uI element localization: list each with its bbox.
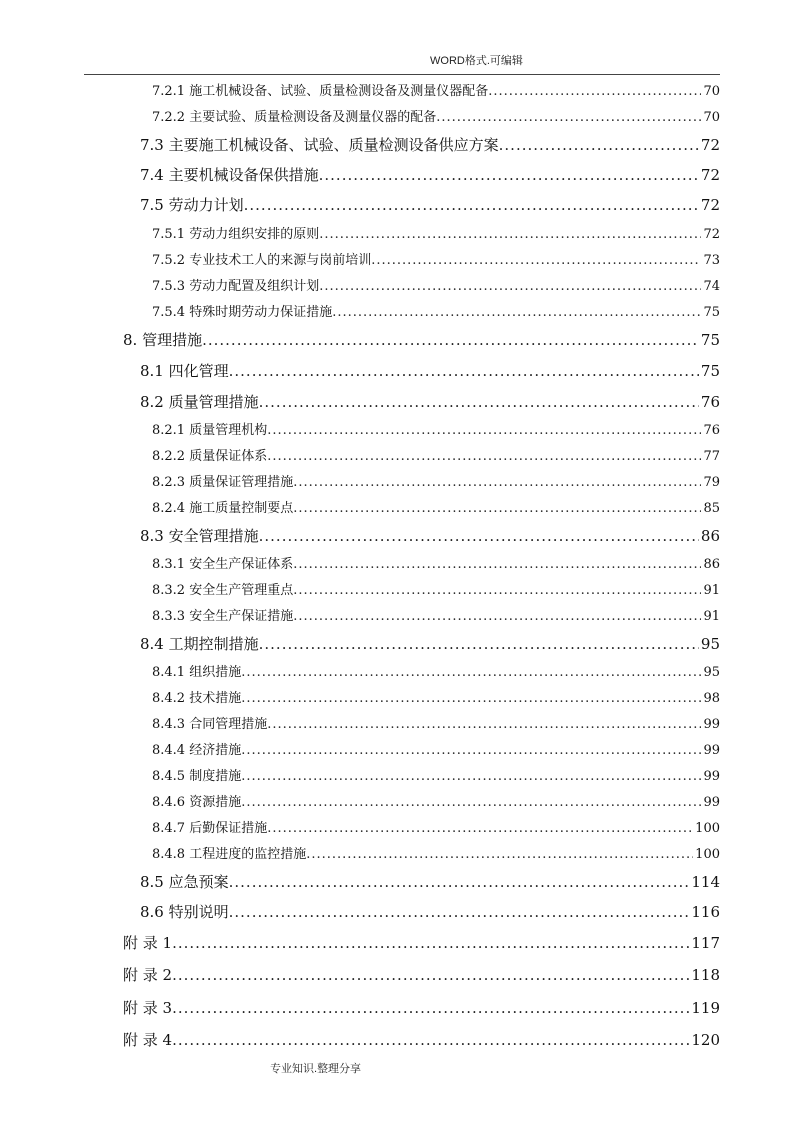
toc-entry-label: 8.3.1 安全生产保证体系 [152,557,294,572]
toc-page-number: 99 [703,795,720,810]
toc-entry-label: 8.4.6 资源措施 [152,795,242,810]
toc-page-number: 119 [691,999,720,1017]
toc-entry-label: 8.2 质量管理措施 [140,393,259,411]
toc-dot-leader [319,227,701,242]
toc-page-number: 120 [691,1031,720,1049]
toc-entry-label: 7.2.1 施工机械设备、试验、质量检测设备及测量仪器配备 [152,84,489,99]
toc-entry-label: 8.2.3 质量保证管理措施 [152,475,294,490]
toc-dot-leader [267,423,701,438]
toc-dot-leader [293,583,701,598]
toc-page-number: 72 [703,227,720,242]
toc-entry-label: 8.6 特别说明 [140,903,229,921]
toc-dot-leader [371,253,701,268]
toc-page-number: 91 [703,609,720,624]
header-rule [84,74,720,75]
toc-entry-7-5-4[interactable] [152,301,720,320]
toc-dot-leader [436,110,701,125]
toc-entry-label: 7.5.2 专业技术工人的来源与岗前培训 [152,253,372,268]
toc-page-number: 70 [703,110,720,125]
toc-page-number: 77 [703,449,720,464]
toc-entry-appendix-2[interactable] [123,964,720,985]
toc-dot-leader [259,393,699,411]
toc-page-number: 99 [703,769,720,784]
toc-dot-leader [172,999,689,1017]
toc-entry-label: 8.4.1 组织措施 [152,665,242,680]
toc-entry-8-4-1[interactable] [152,661,720,680]
toc-page-number: 98 [703,691,720,706]
toc-entry-7-5-3[interactable] [152,275,720,294]
toc-dot-leader [244,196,699,214]
toc-page-number: 114 [691,873,720,891]
toc-dot-leader [229,873,690,891]
toc-dot-leader [267,821,693,836]
toc-entry-8-2[interactable] [140,391,720,412]
toc-entry-label: 附 录 2 [123,966,173,984]
toc-entry-8-4-2[interactable] [152,687,720,706]
toc-entry-label: 8.2.1 质量管理机构 [152,423,268,438]
toc-entry-8-3[interactable] [140,525,720,546]
toc-entry-label: 7.4 主要机械设备保供措施 [140,166,319,184]
toc-entry-8-2-3[interactable] [152,471,720,490]
toc-page-number: 75 [703,305,720,320]
toc-entry-8-3-3[interactable] [152,605,720,624]
toc-page-number: 117 [691,934,720,952]
toc-entry-label: 8.3.3 安全生产保证措施 [152,609,294,624]
toc-dot-leader [202,331,699,349]
toc-entry-label: 8.2.2 质量保证体系 [152,449,268,464]
toc-page-number: 86 [703,557,720,572]
toc-page-number: 100 [695,847,720,862]
toc-entry-label: 7.5 劳动力计划 [140,196,244,214]
toc-entry-appendix-4[interactable] [123,1029,720,1050]
toc-dot-leader [267,449,701,464]
toc-entry-appendix-3[interactable] [123,997,720,1018]
toc-entry-label: 8.4.8 工程进度的监控措施 [152,847,307,862]
toc-dot-leader [241,691,701,706]
toc-entry-label: 7.3 主要施工机械设备、试验、质量检测设备供应方案 [140,136,499,154]
toc-entry-label: 8.1 四化管理 [140,362,229,380]
toc-page-number: 79 [703,475,720,490]
toc-page-number: 70 [703,84,720,99]
toc-entry-8-6[interactable] [140,901,720,922]
toc-entry-8-2-1[interactable] [152,419,720,438]
toc-page-number: 100 [695,821,720,836]
toc-dot-leader [293,475,701,490]
toc-page-number: 99 [703,743,720,758]
toc-page-number: 73 [703,253,720,268]
toc-page-number: 99 [703,717,720,732]
toc-entry-7-5[interactable] [140,194,720,215]
toc-entry-7-5-2[interactable] [152,249,720,268]
page-header [0,52,794,72]
toc-entry-8[interactable] [123,329,720,350]
toc-entry-label: 7.2.2 主要试验、质量检测设备及测量仪器的配备 [152,110,437,125]
toc-entry-label: 8.4.2 技术措施 [152,691,242,706]
toc-entry-8-2-2[interactable] [152,445,720,464]
toc-entry-label: 8.3 安全管理措施 [140,527,259,545]
toc-entry-label: 附 录 1 [123,934,173,952]
toc-entry-7-2-2[interactable] [152,106,720,125]
toc-page-number: 85 [703,501,720,516]
toc-page-number: 75 [700,362,720,380]
toc-dot-leader [267,717,701,732]
toc-entry-8-2-4[interactable] [152,497,720,516]
toc-entry-label: 7.5.4 特殊时期劳动力保证措施 [152,305,333,320]
toc-entry-label: 7.5.3 劳动力配置及组织计划 [152,279,320,294]
toc-entry-8-4-6[interactable] [152,791,720,810]
toc-entry-8-4[interactable] [140,633,720,654]
toc-dot-leader [306,847,693,862]
toc-entry-label: 8.4.7 后勤保证措施 [152,821,268,836]
toc-page-number: 76 [700,393,720,411]
toc-dot-leader [172,934,689,952]
toc-page-number: 72 [700,166,720,184]
toc-entry-label: 8.4.5 制度措施 [152,769,242,784]
toc-entry-8-4-7[interactable] [152,817,720,836]
toc-entry-7-4[interactable] [140,164,720,185]
toc-dot-leader [319,166,699,184]
toc-entry-label: 8.3.2 安全生产管理重点 [152,583,294,598]
toc-entry-7-5-1[interactable] [152,223,720,242]
toc-dot-leader [229,362,699,380]
toc-entry-appendix-1[interactable] [123,932,720,953]
toc-dot-leader [241,665,701,680]
toc-entry-8-4-3[interactable] [152,713,720,732]
toc-entry-label: 附 录 3 [123,999,173,1017]
toc-page-number: 91 [703,583,720,598]
toc-dot-leader [332,305,701,320]
toc-page-number: 95 [700,635,720,653]
toc-entry-8-4-5[interactable] [152,765,720,784]
toc-dot-leader [293,609,701,624]
toc-entry-8-4-4[interactable] [152,739,720,758]
toc-dot-leader [241,769,701,784]
toc-entry-7-2-1[interactable] [152,80,720,99]
toc-page-number: 72 [700,196,720,214]
toc-dot-leader [499,136,699,154]
toc-dot-leader [241,743,701,758]
toc-page-number: 95 [703,665,720,680]
toc-entry-7-3[interactable] [140,134,720,155]
toc-page-number: 86 [700,527,720,545]
toc-entry-label: 7.5.1 劳动力组织安排的原则 [152,227,320,242]
toc-entry-8-1[interactable] [140,360,720,381]
toc-page-number: 116 [691,903,720,921]
toc-dot-leader [488,84,701,99]
toc-entry-label: 8.2.4 施工质量控制要点 [152,501,294,516]
toc-entry-label: 8.4 工期控制措施 [140,635,259,653]
toc-dot-leader [172,966,689,984]
toc-entry-label: 8.4.4 经济措施 [152,743,242,758]
toc-dot-leader [293,501,701,516]
toc-entry-label: 8.5 应急预案 [140,873,229,891]
page-footer: 专业知识.整理分享 [270,1063,362,1075]
toc-dot-leader [259,527,699,545]
toc-entry-label: 8.4.3 合同管理措施 [152,717,268,732]
toc-dot-leader [319,279,701,294]
toc-entry-8-5[interactable] [140,871,720,892]
toc-page-number: 75 [700,331,720,349]
toc-page-number: 76 [703,423,720,438]
toc-dot-leader [293,557,701,572]
toc-entry-label: 附 录 4 [123,1031,173,1049]
toc-page-number: 72 [700,136,720,154]
toc-page-number: 74 [703,279,720,294]
toc-page-number: 118 [691,966,720,984]
toc-dot-leader [229,903,690,921]
toc-dot-leader [241,795,701,810]
toc-entry-8-3-2[interactable] [152,579,720,598]
toc-dot-leader [172,1031,689,1049]
toc-entry-8-3-1[interactable] [152,553,720,572]
toc-entry-8-4-8[interactable] [152,843,720,862]
toc-entry-label: 8. 管理措施 [123,331,203,349]
toc-dot-leader [259,635,699,653]
header-text: WORD格式.可编辑 [430,55,523,67]
